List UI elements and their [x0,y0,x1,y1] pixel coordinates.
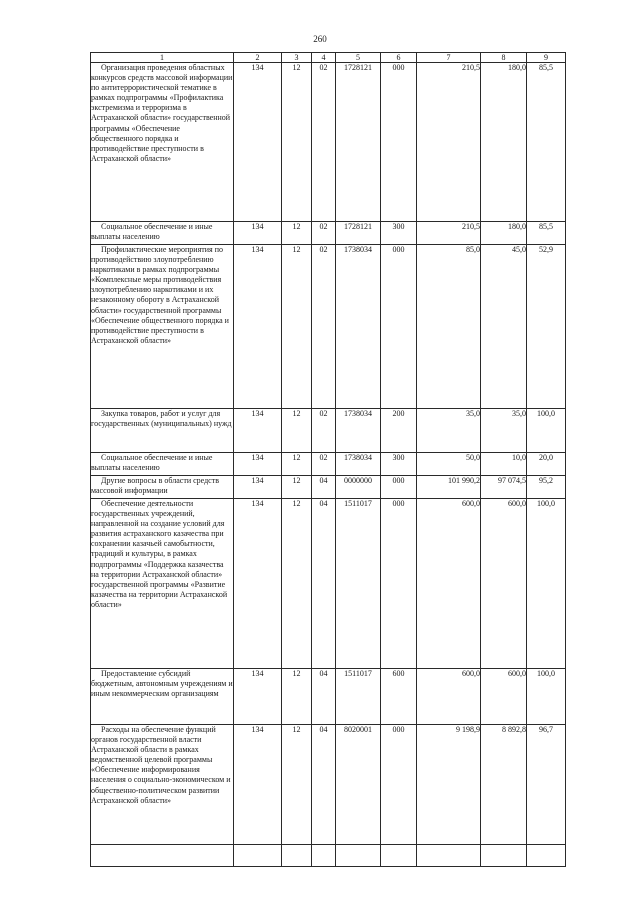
admin-code: 134 [234,245,282,409]
execution-percent [527,845,566,867]
actual-amount: 97 074,5 [481,476,527,499]
admin-code: 134 [234,222,282,245]
section-code [282,845,312,867]
planned-amount: 600,0 [417,499,481,669]
target-article-code: 1738034 [336,409,381,453]
planned-amount: 35,0 [417,409,481,453]
table-row [91,476,566,499]
expense-type-code: 600 [381,669,417,725]
execution-percent: 85,5 [527,63,566,222]
row-description: Расходы на обеспечение функций органов государственной власти Астраханской области в рамках ведомственной целевой программы «Обеспечение информирования населения о социально-экономическом и общественно-политическом развитии Астраханской области» [91,725,234,845]
admin-code [234,845,282,867]
target-article-code: 1738034 [336,453,381,476]
actual-amount: 10,0 [481,453,527,476]
column-number: 2 [234,53,282,63]
execution-percent: 95,2 [527,476,566,499]
section-code: 12 [282,499,312,669]
expense-type-code: 000 [381,245,417,409]
target-article-code: 0000000 [336,476,381,499]
section-code: 12 [282,222,312,245]
expense-type-code: 000 [381,725,417,845]
expense-type-code: 300 [381,222,417,245]
planned-amount: 210,5 [417,63,481,222]
admin-code: 134 [234,453,282,476]
expense-type-code [381,845,417,867]
column-number: 3 [282,53,312,63]
planned-amount: 101 990,2 [417,476,481,499]
actual-amount: 600,0 [481,669,527,725]
column-number: 9 [527,53,566,63]
execution-percent: 52,9 [527,245,566,409]
page-number: 260 [313,34,327,44]
actual-amount: 600,0 [481,499,527,669]
column-number: 8 [481,53,527,63]
column-number: 4 [312,53,336,63]
planned-amount [417,845,481,867]
table-row [91,845,566,867]
target-article-code: 1511017 [336,499,381,669]
budget-table [90,52,566,867]
table-row [91,453,566,476]
execution-percent: 85,5 [527,222,566,245]
admin-code: 134 [234,63,282,222]
expense-type-code: 000 [381,499,417,669]
admin-code: 134 [234,499,282,669]
table-row [91,63,566,222]
section-code: 12 [282,245,312,409]
subsection-code: 02 [312,63,336,222]
planned-amount: 600,0 [417,669,481,725]
subsection-code: 04 [312,725,336,845]
row-description: Социальное обеспечение и иные выплаты населению [91,222,234,245]
row-description: Предоставление субсидий бюджетным, автономным учреждениям и иным некоммерческим организациям [91,669,234,725]
column-number-row [91,53,566,63]
row-description: Профилактические мероприятия по противодействию злоупотреблению наркотиками в рамках подпрограммы «Комплексные меры противодействия злоупотреблению наркотиками и их незаконному обороту в Астраханской области» государственной программы «Обеспечение общественного порядка и противодействие преступности в Астраханской области» [91,245,234,409]
planned-amount: 210,5 [417,222,481,245]
actual-amount: 45,0 [481,245,527,409]
target-article-code: 8020001 [336,725,381,845]
table-row [91,499,566,669]
column-number: 6 [381,53,417,63]
column-number: 1 [91,53,234,63]
table-row [91,725,566,845]
execution-percent: 20,0 [527,453,566,476]
subsection-code: 04 [312,669,336,725]
admin-code: 134 [234,669,282,725]
admin-code: 134 [234,409,282,453]
expense-type-code: 000 [381,63,417,222]
row-description: Закупка товаров, работ и услуг для государственных (муниципальных) нужд [91,409,234,453]
table-row [91,669,566,725]
planned-amount: 50,0 [417,453,481,476]
admin-code: 134 [234,476,282,499]
target-article-code: 1511017 [336,669,381,725]
subsection-code: 04 [312,476,336,499]
execution-percent: 100,0 [527,499,566,669]
planned-amount: 85,0 [417,245,481,409]
subsection-code: 02 [312,222,336,245]
row-description: Другие вопросы в области средств массовой информации [91,476,234,499]
planned-amount: 9 198,9 [417,725,481,845]
table-row [91,245,566,409]
subsection-code [312,845,336,867]
section-code: 12 [282,453,312,476]
section-code: 12 [282,476,312,499]
expense-type-code: 000 [381,476,417,499]
actual-amount: 35,0 [481,409,527,453]
subsection-code: 02 [312,409,336,453]
column-number: 5 [336,53,381,63]
section-code: 12 [282,409,312,453]
expense-type-code: 200 [381,409,417,453]
table-row [91,222,566,245]
admin-code: 134 [234,725,282,845]
subsection-code: 02 [312,453,336,476]
column-number: 7 [417,53,481,63]
section-code: 12 [282,63,312,222]
execution-percent: 100,0 [527,409,566,453]
row-description: Организация проведения областных конкурсов средств массовой информации по антитеррористической тематике в рамках подпрограммы «Профилактика экстремизма и терроризма в Астраханской области» государственной программы «Обеспечение общественного порядка и противодействие преступности в Астраханской области» [91,63,234,222]
execution-percent: 100,0 [527,669,566,725]
actual-amount: 8 892,8 [481,725,527,845]
row-description [91,845,234,867]
section-code: 12 [282,669,312,725]
actual-amount [481,845,527,867]
row-description: Социальное обеспечение и иные выплаты населению [91,453,234,476]
subsection-code: 04 [312,499,336,669]
expense-type-code: 300 [381,453,417,476]
target-article-code: 1738034 [336,245,381,409]
target-article-code: 1728121 [336,63,381,222]
target-article-code: 1728121 [336,222,381,245]
execution-percent: 96,7 [527,725,566,845]
row-description: Обеспечение деятельности государственных учреждений, направленной на создание условий для развития астраханского казачества при сохранении казачьей самобытности, традиций и культуры, в рамках подпрограммы «Поддержка казачества на территории Астраханской области» государственной программы «Развитие казачества на территории Астраханской области» [91,499,234,669]
actual-amount: 180,0 [481,222,527,245]
table-row [91,409,566,453]
subsection-code: 02 [312,245,336,409]
section-code: 12 [282,725,312,845]
target-article-code [336,845,381,867]
actual-amount: 180,0 [481,63,527,222]
